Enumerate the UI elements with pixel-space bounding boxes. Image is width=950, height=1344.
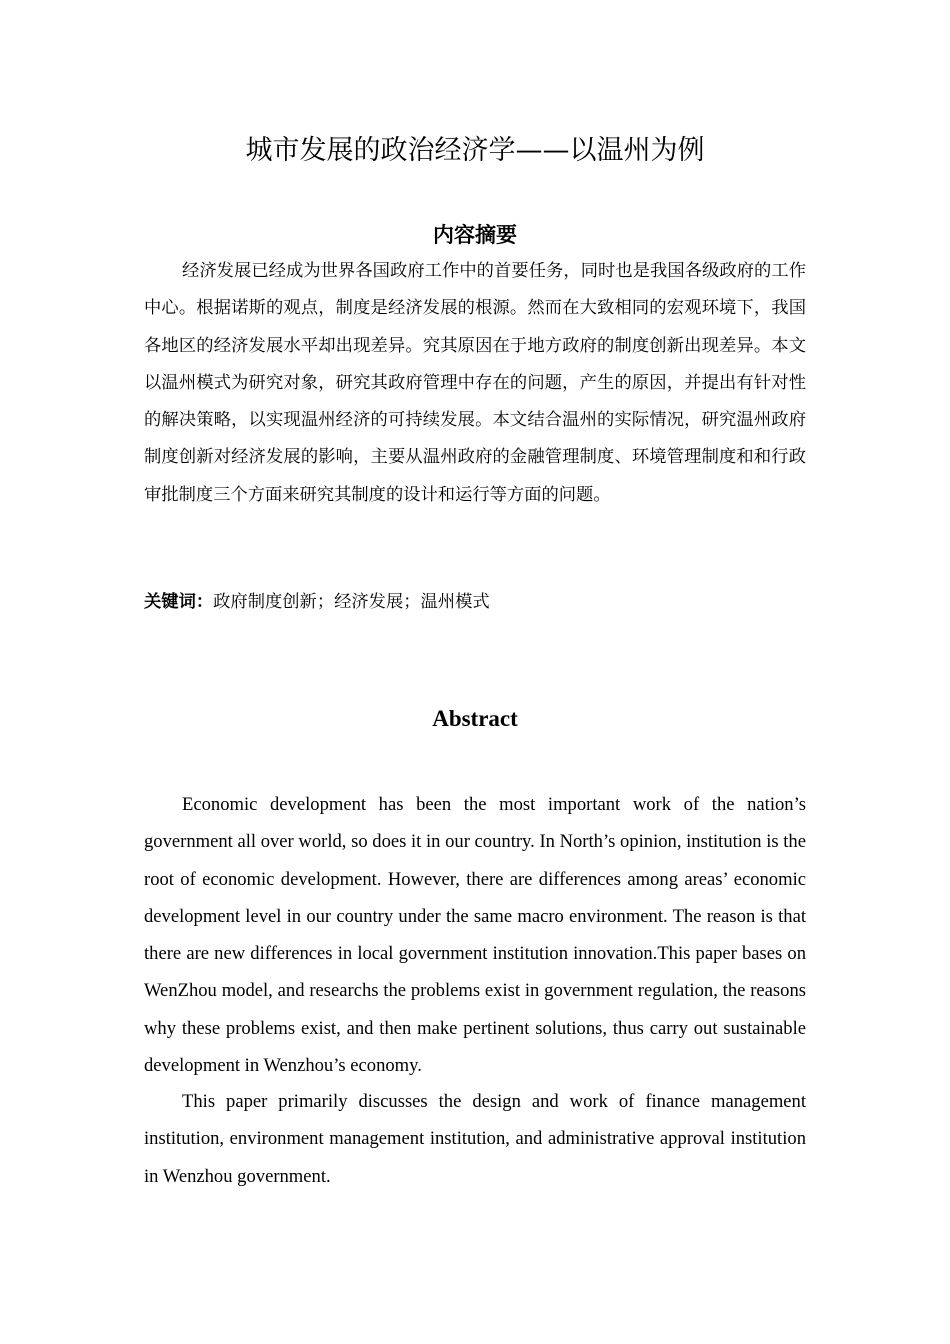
keywords-line [144,587,806,617]
keywords-label: 关键词： [144,592,214,612]
cn-abstract-heading: 内容摘要 [433,223,517,247]
cn-abstract-body: 经济发展已经成为世界各国政府工作中的首要任务，同时也是我国各级政府的工作中心。根据诺斯的观点，制度是经济发展的根源。然而在大致相同的宏观环境下，我国各地区的经济发展水平却出现差异。究其原因在于地方政府的制度创新出现差异。本文以温州模式为研究对象，研究其政府管理中存在的问题，产生的原因，并提出有针对性的解决策略，以实现温州经济的可持续发展。本文结合温州的实际情况，研究温州政府制度创新对经济发展的影响，主要从温州政府的金融管理制度、环境管理制度和和行政审批制度三个方面来研究其制度的设计和运行等方面的问题。 [144,261,806,505]
keywords-value: 政府制度创新；经济发展；温州模式 [213,592,490,612]
page-title: 城市发展的政治经济学——以温州为例 [245,135,705,166]
en-abstract-heading: Abstract [432,706,518,731]
en-abstract-paragraph-2: This paper primarily discusses the design and work of finance management institution, environment management institution, and administrative approval institution in Wenzhou government. [144,1091,806,1187]
en-abstract-paragraph-1: Economic development has been the most important work of the nation’s government all over world, so does it in our country. In North’s opinion, institution is the root of economic development. However, there are differences among areas’ economic development level in our country under the same macro environment. The reason is that there are new differences in local government institution innovation.This paper bases on WenZhou model, and researchs the problems exist in government regulation, the reasons why these problems exist, and then make pertinent solutions, thus carry out sustainable development in Wenzhou’s economy. [144,794,806,1077]
